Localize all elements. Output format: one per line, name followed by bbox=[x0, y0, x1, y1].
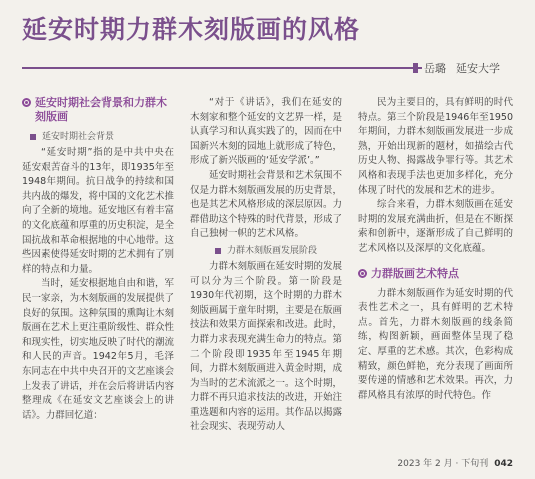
bullet-icon bbox=[22, 98, 31, 107]
title-rule bbox=[22, 67, 422, 69]
section-heading-text: 力群版画艺术特点 bbox=[371, 266, 459, 280]
subheading-text: 力群木刻版画发展阶段 bbox=[226, 245, 317, 256]
paragraph: 民为主要目的，具有鲜明的时代特点。第三个阶段是1946年至1950年期间，力群木刻版画发展进一步成熟，开始出现新的题材，如描绘古代历史人物、揭露战争罪行等。其艺术风格和表现手法也更加多样化，充分体现了时代的发展和艺术的进步。 bbox=[358, 97, 513, 196]
section-heading-features bbox=[358, 267, 513, 281]
page-footer bbox=[397, 456, 513, 469]
paragraph: 力群木刻版画作为延安时期的代表性艺术之一，具有鲜明的艺术特点。首先，力群木刻版画的线条简练，构图新颖，画面整体呈现了稳定、厚重的艺术感。其次，色彩构成精致，颜色鲜艳，充分表现了画面所要传递的情感和艺术效果。再次，力群风格具有浓厚的时代特色。作 bbox=[358, 287, 513, 401]
paragraph: 延安时期社会背景和艺术氛围不仅是力群木刻版画发展的历史背景，也是其艺术风格形成的深层原因。力群借助这个特殊的时代背景，形成了自己独树一帜的艺术风格。 bbox=[190, 169, 343, 240]
title-rule-cap bbox=[413, 63, 418, 73]
author-affiliation: 延安大学 bbox=[456, 62, 500, 75]
subheading-stages bbox=[190, 244, 342, 258]
column-3 bbox=[358, 96, 513, 403]
section-heading-text: 延安时期社会背景和力群木刻版画 bbox=[35, 96, 167, 123]
paragraph: 当时，延安根据地自由和谐，军民一家亲，为木刻版画的发展提供了良好的氛围。这种氛围的熏陶让木刻版画在艺术上更注重阶级性、群众性和现实性，切实地反映了时代的潮流和人民的声音。1942年5月，毛泽东同志在中共中央召开的文艺座谈会上发表了讲话，并在会后将讲话内容整理成《在延安文艺座谈会上的讲话》。力群回忆道： bbox=[22, 278, 175, 421]
square-bullet-icon bbox=[30, 134, 36, 140]
paragraph: 综合来看，力群木刻版画在延安时期的发展充满曲折，但是在不断探索和创新中，逐渐形成了自己鲜明的艺术风格以及深厚的文化底蕴。 bbox=[358, 199, 513, 254]
column-2 bbox=[190, 96, 342, 435]
author-name: 岳璐 bbox=[424, 62, 446, 75]
paragraph: “对于《讲话》，我们在延安的木刻家和整个延安的文艺界一样，是认真学习和认真实践了的，因而在中国新兴木刻的园地上就形成了特色，形成了新兴版画的‘延安学派’。” bbox=[190, 97, 343, 167]
square-bullet-icon bbox=[215, 248, 221, 254]
page-number: 042 bbox=[494, 459, 513, 469]
paragraph: “延安时期”指的是中共中央在延安艰苦奋斗的13年，即1935年至1948年期间。抗日战争的持续和国共内战的爆发，将中国的文化艺术推向了全新的境地。延安地区有着丰富的文化底蕴和厚重的历史积淀，是全国抗战和革命根据地的中心地带。这些因素使得延安时期的艺术拥有了别样的特点和力量。 bbox=[22, 147, 175, 275]
bullet-icon bbox=[358, 269, 367, 278]
subheading-background bbox=[30, 130, 174, 144]
issue-date: 2023 年 2 月 · 下旬刊 bbox=[397, 459, 489, 469]
subheading-text: 延安时期社会背景 bbox=[42, 132, 115, 142]
author-line bbox=[424, 60, 500, 76]
paragraph: 力群木刻版画在延安时期的发展可以分为三个阶段。第一阶段是1930年代初期，这个时期的力群木刻版画属于童年时期，主要是在版画技法和效果方面探索和改进。此时，力群力求表现充满生命力的特点。第二个阶段即1935年至1945年期间，力群木刻版画进入黄金时期，成为当时的艺术流派之一。这个时期，力群不再只追求技法的改进，开始注重选题和内容的运用。其作品以揭露社会现实、表现劳动人 bbox=[190, 260, 343, 433]
page-title: 延安时期力群木刻版画的风格 bbox=[22, 15, 361, 44]
column-1 bbox=[22, 96, 174, 423]
section-heading-background bbox=[22, 96, 174, 124]
